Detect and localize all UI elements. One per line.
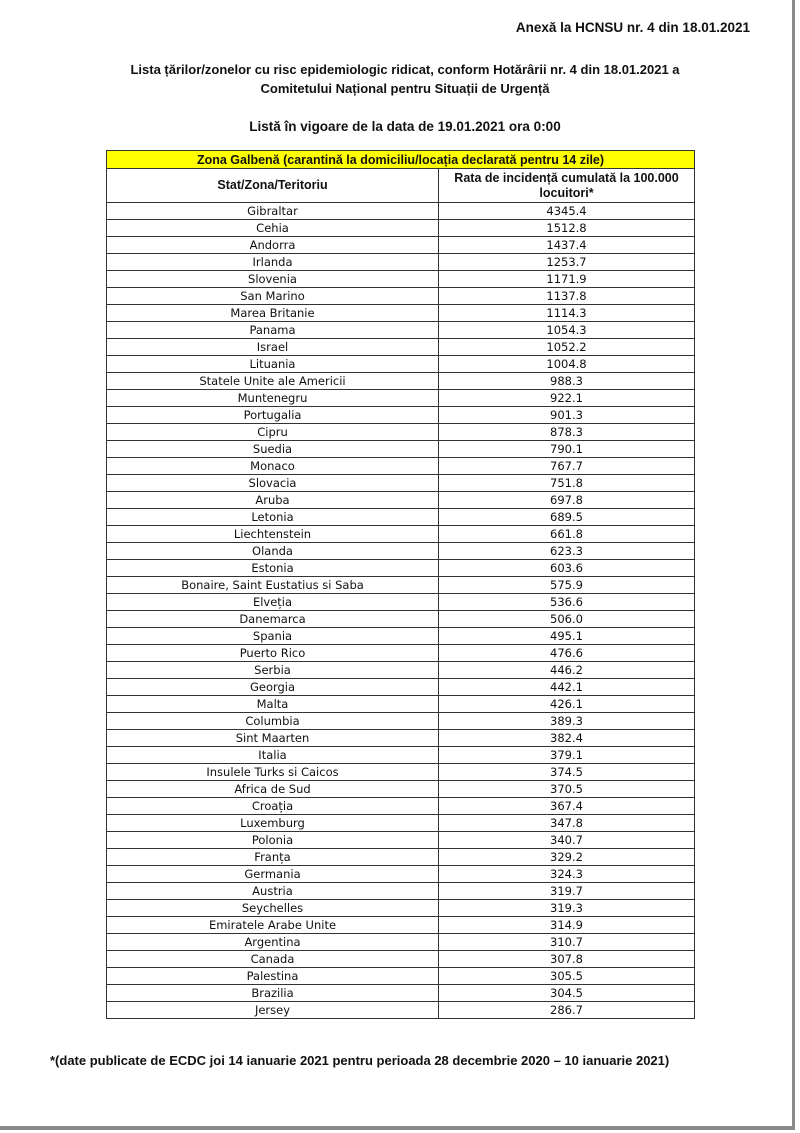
table-row	[107, 713, 695, 730]
table-row	[107, 968, 695, 985]
country-cell: Palestina	[107, 968, 439, 985]
country-cell: Irlanda	[107, 254, 439, 271]
country-cell: Brazilia	[107, 985, 439, 1002]
country-cell: Seychelles	[107, 900, 439, 917]
country-cell: Olanda	[107, 543, 439, 560]
country-cell: Danemarca	[107, 611, 439, 628]
table-row	[107, 645, 695, 662]
country-cell: Emiratele Arabe Unite	[107, 917, 439, 934]
country-cell: Luxemburg	[107, 815, 439, 832]
rate-column-header: Rata de incidență cumulată la 100.000 locuitori*	[439, 169, 695, 203]
risk-zone-table	[106, 150, 695, 1019]
country-cell: San Marino	[107, 288, 439, 305]
rate-cell: 379.1	[439, 747, 695, 764]
rate-cell: 1137.8	[439, 288, 695, 305]
table-row	[107, 373, 695, 390]
country-cell: Muntenegru	[107, 390, 439, 407]
country-cell: Georgia	[107, 679, 439, 696]
table-row	[107, 934, 695, 951]
annex-reference: Anexă la HCNSU nr. 4 din 18.01.2021	[515, 20, 750, 35]
country-cell: Elveția	[107, 594, 439, 611]
rate-cell: 476.6	[439, 645, 695, 662]
country-cell: Gibraltar	[107, 203, 439, 220]
rate-cell: 901.3	[439, 407, 695, 424]
country-cell: Lituania	[107, 356, 439, 373]
table-row	[107, 1002, 695, 1019]
document-title	[40, 60, 770, 98]
country-cell: Cipru	[107, 424, 439, 441]
rate-cell: 304.5	[439, 985, 695, 1002]
country-cell: Jersey	[107, 1002, 439, 1019]
rate-cell: 878.3	[439, 424, 695, 441]
table-row	[107, 849, 695, 866]
table-row	[107, 883, 695, 900]
table-row	[107, 288, 695, 305]
table-row	[107, 611, 695, 628]
country-cell: Germania	[107, 866, 439, 883]
country-cell: Italia	[107, 747, 439, 764]
country-cell: Letonia	[107, 509, 439, 526]
rate-cell: 689.5	[439, 509, 695, 526]
table-row	[107, 424, 695, 441]
country-column-header: Stat/Zona/Teritoriu	[107, 169, 439, 203]
rate-cell: 382.4	[439, 730, 695, 747]
country-cell: Insulele Turks si Caicos	[107, 764, 439, 781]
rate-cell: 536.6	[439, 594, 695, 611]
rate-cell: 442.1	[439, 679, 695, 696]
table-row	[107, 458, 695, 475]
table-row	[107, 747, 695, 764]
table-row	[107, 509, 695, 526]
table-row	[107, 407, 695, 424]
table-row	[107, 679, 695, 696]
table-row	[107, 441, 695, 458]
table-row	[107, 526, 695, 543]
rate-cell: 286.7	[439, 1002, 695, 1019]
table-row	[107, 203, 695, 220]
rate-cell: 495.1	[439, 628, 695, 645]
country-cell: Puerto Rico	[107, 645, 439, 662]
footnote: *(date publicate de ECDC joi 14 ianuarie 2021 pentru perioada 28 decembrie 2020 – 10 ianuarie 2021)	[50, 1053, 670, 1068]
country-cell: Sint Maarten	[107, 730, 439, 747]
rate-cell: 623.3	[439, 543, 695, 560]
validity-subtitle: Listă în vigoare de la data de 19.01.2021 ora 0:00	[249, 119, 561, 134]
country-cell: Austria	[107, 883, 439, 900]
rate-cell: 305.5	[439, 968, 695, 985]
country-cell: Panama	[107, 322, 439, 339]
rate-cell: 1171.9	[439, 271, 695, 288]
table-row	[107, 543, 695, 560]
country-cell: Slovenia	[107, 271, 439, 288]
rate-cell: 374.5	[439, 764, 695, 781]
table-row	[107, 832, 695, 849]
rate-cell: 506.0	[439, 611, 695, 628]
country-cell: Croația	[107, 798, 439, 815]
table-row	[107, 798, 695, 815]
table-row	[107, 475, 695, 492]
title-line-1: Lista țărilor/zonelor cu risc epidemiologic ridicat, conform Hotărârii nr. 4 din 18.01.2021 a	[130, 62, 680, 77]
table-row	[107, 662, 695, 679]
rate-cell: 1052.2	[439, 339, 695, 356]
title-line-2: Comitetului Național pentru Situații de Urgență	[260, 81, 550, 96]
rate-cell: 697.8	[439, 492, 695, 509]
table-row	[107, 237, 695, 254]
country-cell: Liechtenstein	[107, 526, 439, 543]
rate-cell: 922.1	[439, 390, 695, 407]
country-cell: Andorra	[107, 237, 439, 254]
yellow-zone-header: Zona Galbenă (carantină la domiciliu/locația declarată pentru 14 zile)	[107, 151, 695, 169]
table-row	[107, 305, 695, 322]
rate-cell: 367.4	[439, 798, 695, 815]
country-cell: Suedia	[107, 441, 439, 458]
country-cell: Slovacia	[107, 475, 439, 492]
rate-cell: 988.3	[439, 373, 695, 390]
country-cell: Bonaire, Saint Eustatius si Saba	[107, 577, 439, 594]
rate-cell: 307.8	[439, 951, 695, 968]
country-cell: Statele Unite ale Americii	[107, 373, 439, 390]
rate-cell: 446.2	[439, 662, 695, 679]
rate-cell: 4345.4	[439, 203, 695, 220]
rate-cell: 1512.8	[439, 220, 695, 237]
country-cell: Monaco	[107, 458, 439, 475]
table-row	[107, 220, 695, 237]
rate-cell: 319.7	[439, 883, 695, 900]
country-cell: Israel	[107, 339, 439, 356]
country-cell: Estonia	[107, 560, 439, 577]
table-row	[107, 917, 695, 934]
rate-cell: 340.7	[439, 832, 695, 849]
rate-cell: 661.8	[439, 526, 695, 543]
country-cell: Aruba	[107, 492, 439, 509]
country-cell: Serbia	[107, 662, 439, 679]
table-row	[107, 577, 695, 594]
table-row	[107, 696, 695, 713]
table-row	[107, 815, 695, 832]
country-cell: Portugalia	[107, 407, 439, 424]
table-row	[107, 339, 695, 356]
rate-cell: 329.2	[439, 849, 695, 866]
rate-cell: 347.8	[439, 815, 695, 832]
country-cell: Malta	[107, 696, 439, 713]
table-row	[107, 628, 695, 645]
table-row	[107, 866, 695, 883]
table-row	[107, 730, 695, 747]
table-row	[107, 560, 695, 577]
country-cell: Spania	[107, 628, 439, 645]
table-row	[107, 764, 695, 781]
rate-cell: 790.1	[439, 441, 695, 458]
rate-cell: 1114.3	[439, 305, 695, 322]
rate-cell: 319.3	[439, 900, 695, 917]
rate-cell: 1253.7	[439, 254, 695, 271]
table-row	[107, 322, 695, 339]
country-cell: Polonia	[107, 832, 439, 849]
country-cell: Argentina	[107, 934, 439, 951]
country-cell: Cehia	[107, 220, 439, 237]
rate-cell: 426.1	[439, 696, 695, 713]
rate-cell: 751.8	[439, 475, 695, 492]
rate-cell: 310.7	[439, 934, 695, 951]
table-row	[107, 271, 695, 288]
rate-cell: 1437.4	[439, 237, 695, 254]
column-header-row	[107, 169, 695, 203]
table-row	[107, 985, 695, 1002]
country-cell: Columbia	[107, 713, 439, 730]
table-body	[107, 203, 695, 1019]
rate-cell: 314.9	[439, 917, 695, 934]
zone-header-row	[107, 151, 695, 169]
rate-cell: 324.3	[439, 866, 695, 883]
table-row	[107, 356, 695, 373]
rate-cell: 370.5	[439, 781, 695, 798]
table-row	[107, 492, 695, 509]
table-row	[107, 254, 695, 271]
table-row	[107, 900, 695, 917]
country-cell: Franța	[107, 849, 439, 866]
rate-cell: 1054.3	[439, 322, 695, 339]
table-row	[107, 594, 695, 611]
rate-cell: 575.9	[439, 577, 695, 594]
country-cell: Africa de Sud	[107, 781, 439, 798]
rate-cell: 603.6	[439, 560, 695, 577]
table-row	[107, 951, 695, 968]
rate-cell: 1004.8	[439, 356, 695, 373]
table-row	[107, 781, 695, 798]
rate-cell: 767.7	[439, 458, 695, 475]
country-cell: Canada	[107, 951, 439, 968]
rate-cell: 389.3	[439, 713, 695, 730]
country-cell: Marea Britanie	[107, 305, 439, 322]
table-row	[107, 390, 695, 407]
